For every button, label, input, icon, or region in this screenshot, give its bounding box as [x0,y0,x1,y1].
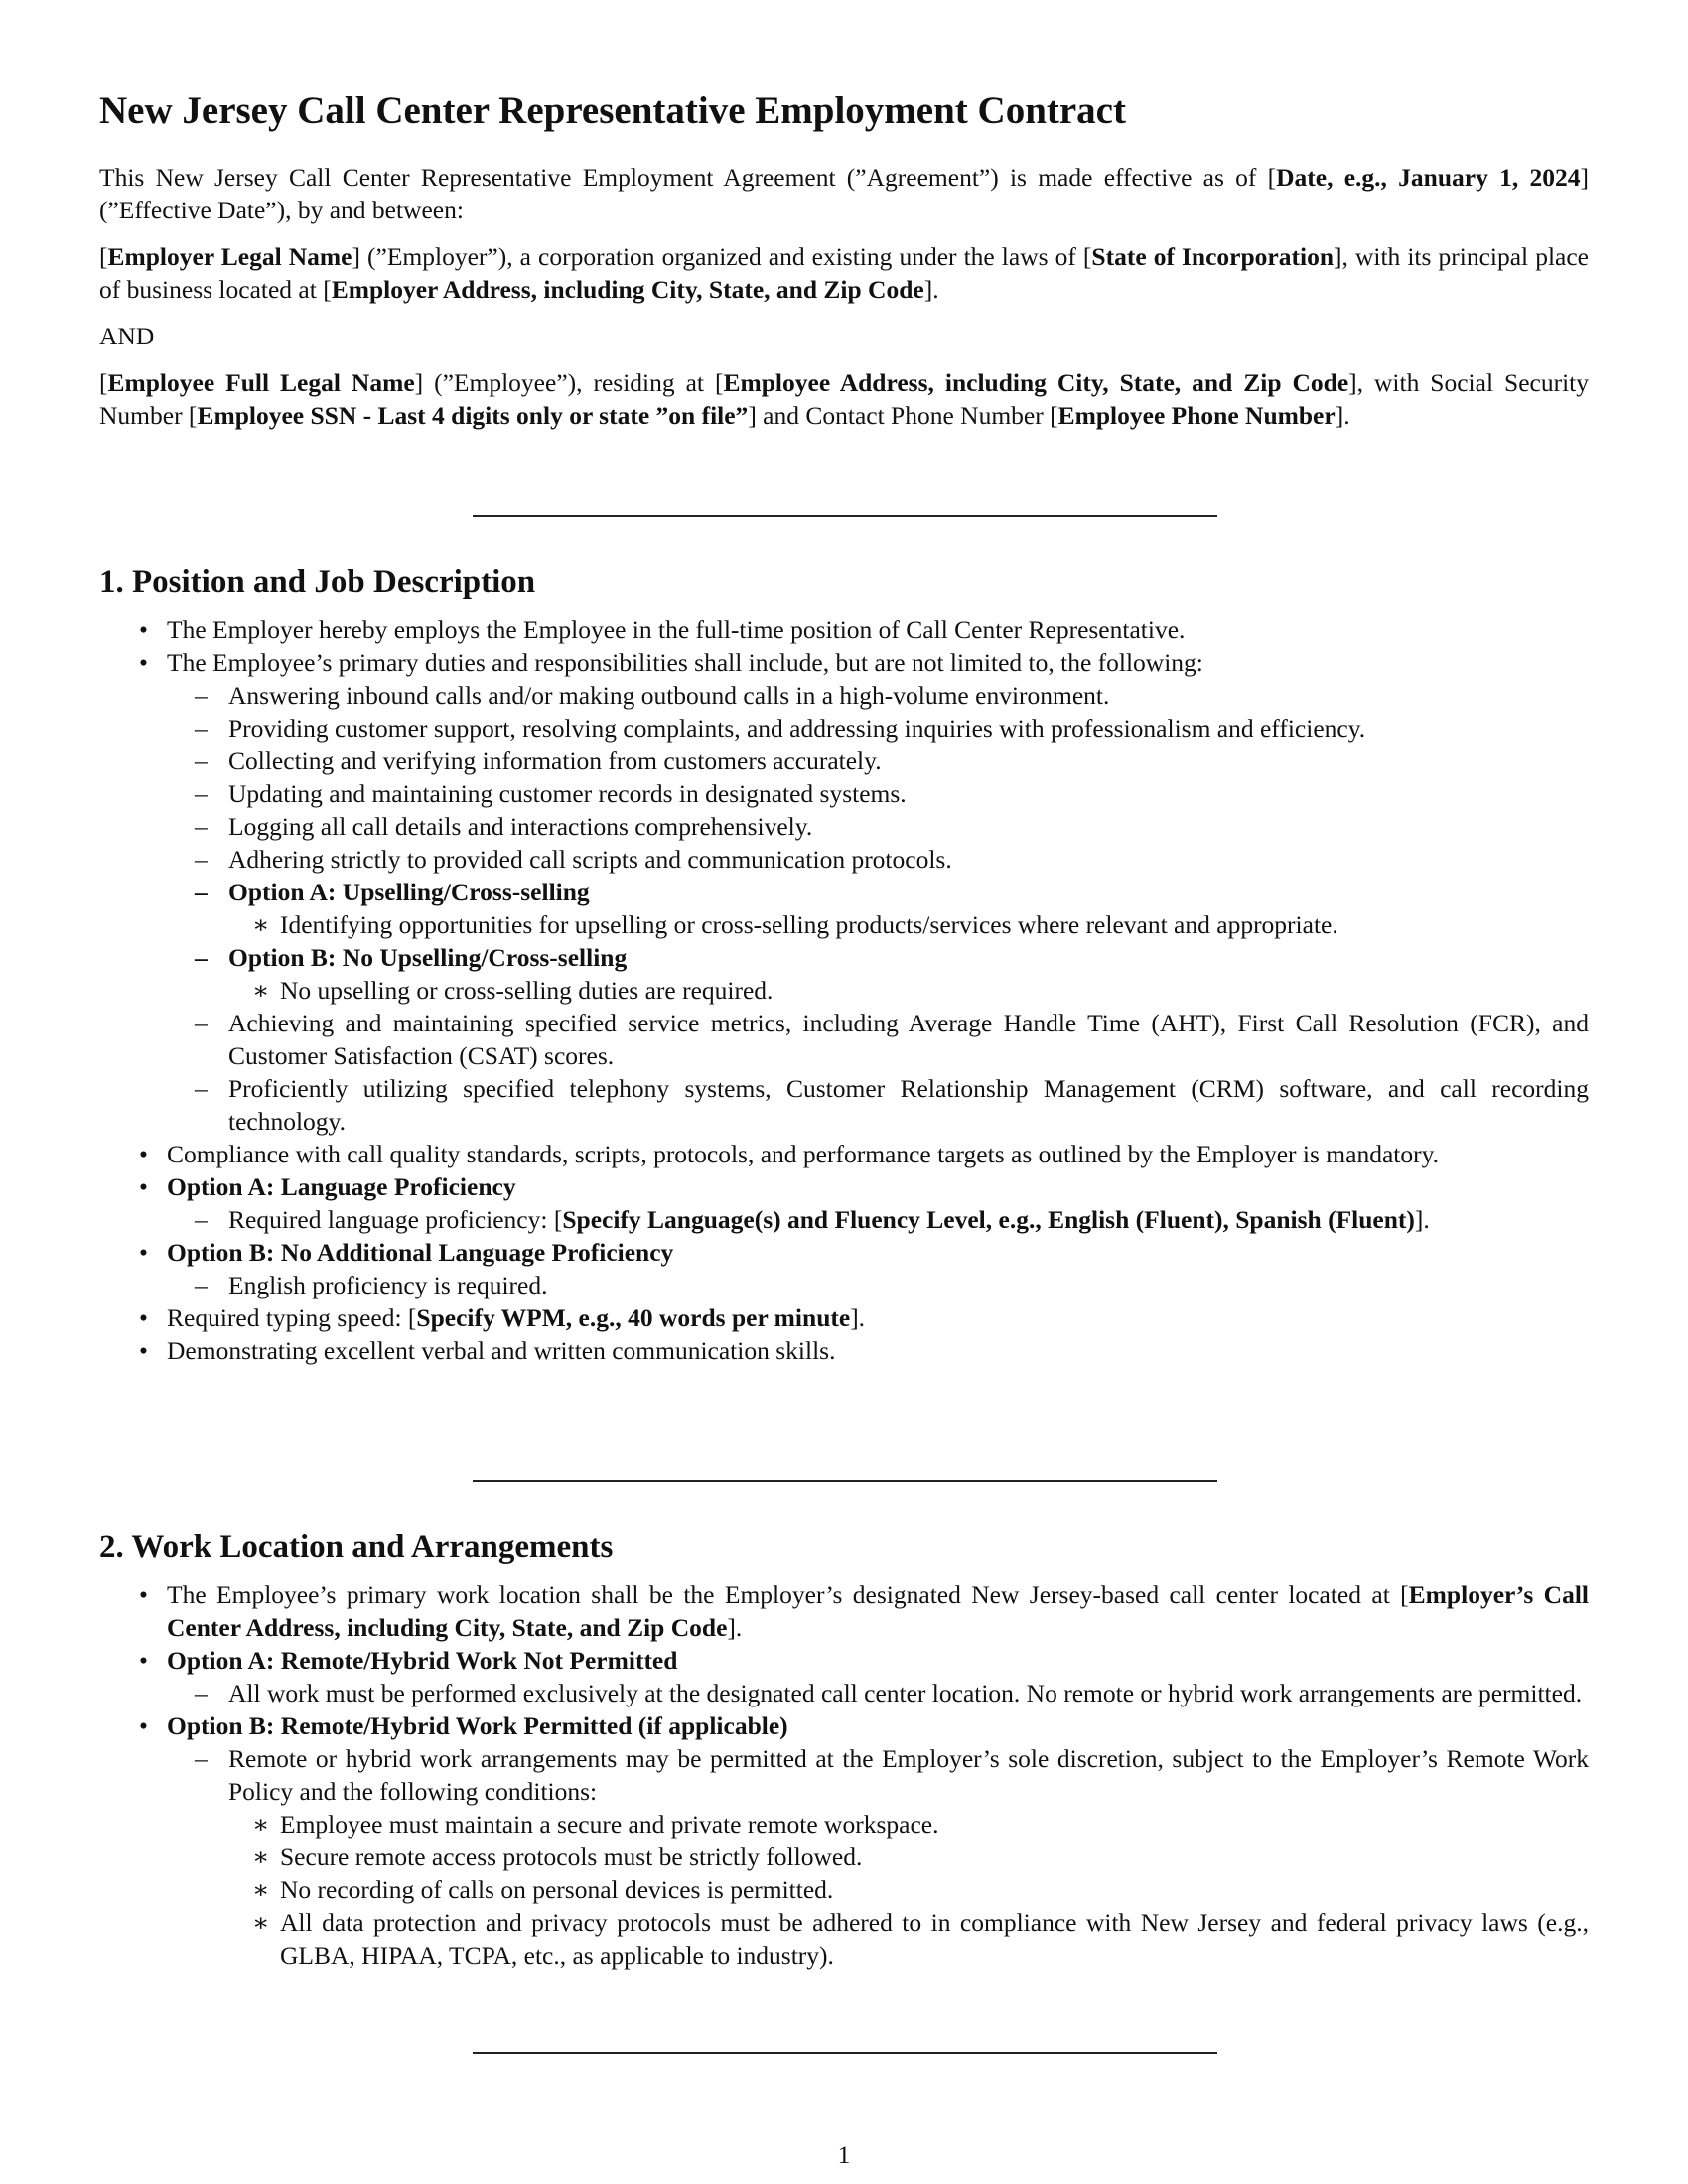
list-item [99,1301,1589,1334]
list-item [99,941,1589,974]
list-item-text: Adhering strictly to provided call scripts and communication protocols. [228,845,952,874]
list-item [99,876,1589,908]
state-placeholder: State of Incorporation [1091,242,1335,271]
section-divider [473,2052,1217,2054]
option-label: Option A: Remote/Hybrid Work Not Permitted [167,1646,678,1675]
effective-date-placeholder: Date, e.g., January 1, 2024 [1276,163,1581,192]
list-item-text: The Employer hereby employs the Employee in the full-time position of Call Center Representative. [167,615,1186,644]
list-item [99,1873,1589,1906]
list-item-text: ]. [850,1303,866,1332]
bullet-icon: • [139,1172,148,1201]
list-item-text: Required typing speed: [ [167,1303,417,1332]
bullet-icon: • [139,1580,148,1609]
employer-address-placeholder: Employer Address, including City, State, and Zip Code [331,275,924,304]
dash-icon: – [195,779,208,808]
section-1-list [99,614,1589,1367]
list-item-text: Compliance with call quality standards, scripts, protocols, and performance targets as outlined by the Employer is mandatory. [167,1140,1440,1168]
dash-icon: – [195,812,208,841]
list-item-text: No recording of calls on personal devices is permitted. [280,1875,834,1904]
text: ], with its principal place of business located at [ [99,242,1589,304]
intro-paragraph [99,161,1589,226]
list-item [99,1334,1589,1367]
dash-icon: – [195,1744,208,1773]
list-item [99,1203,1589,1236]
list-item [99,646,1589,679]
section-1 [99,560,1589,1367]
bullet-icon: • [139,615,148,644]
bullet-icon: • [139,1140,148,1168]
list-item-text: Remote or hybrid work arrangements may be permitted at the Employer’s sole discretion, subject to the Employer’s Remote Work Policy and the following conditions: [228,1744,1589,1806]
section-2-list [99,1578,1589,1972]
asterisk-icon: ∗ [252,1875,270,1904]
bullet-icon: • [139,1711,148,1740]
dash-icon: – [195,1679,208,1707]
list-item-text: All data protection and privacy protocols must be adhered to in compliance with New Jersey and federal privacy laws (e.g., GLBA, HIPAA, TCPA, etc., as applicable to industry). [280,1908,1589,1970]
list-item [99,1072,1589,1138]
section-2 [99,1525,1589,1972]
list-item [99,908,1589,941]
asterisk-icon: ∗ [252,1908,270,1937]
option-label: Option B: Remote/Hybrid Work Permitted (if applicable) [167,1711,788,1740]
list-item-text: Employee must maintain a secure and private remote workspace. [280,1810,939,1839]
list-item-text: Logging all call details and interactions comprehensively. [228,812,813,841]
list-item [99,614,1589,646]
page-number: 1 [837,2140,851,2169]
text: ]. [1335,401,1350,430]
list-item [99,679,1589,712]
list-item [99,1808,1589,1841]
list-item-text: Secure remote access protocols must be strictly followed. [280,1843,863,1871]
list-item-text: Collecting and verifying information from customers accurately. [228,747,882,775]
text: [ [99,242,108,271]
list-item-text: The Employee’s primary duties and responsibilities shall include, but are not limited to, the following: [167,648,1203,677]
list-item-text: ]. [727,1613,743,1642]
typing-speed-placeholder: Specify WPM, e.g., 40 words per minute [416,1303,851,1332]
employee-address-placeholder: Employee Address, including City, State, and Zip Code [723,368,1349,397]
list-item [99,1578,1589,1644]
list-item-text: All work must be performed exclusively at the designated call center location. No remote or hybrid work arrangements are permitted. [228,1679,1583,1707]
dash-icon: – [195,1074,208,1103]
text: ]. [923,275,939,304]
list-item-text: English proficiency is required. [228,1271,548,1299]
section-1-heading: 1. Position and Job Description [99,564,536,600]
list-item [99,1138,1589,1170]
dash-icon: – [195,1009,208,1037]
employee-paragraph [99,366,1589,432]
call-center-address-placeholder: Employer’s Call Center Address, including City, State, and Zip Code [167,1580,1589,1642]
intro-text: ] (”Effective Date”), by and between: [99,163,1589,224]
option-label: Option B: No Upselling/Cross-selling [228,943,628,972]
bullet-icon: • [139,1336,148,1365]
list-item-text: Demonstrating excellent verbal and written communication skills. [167,1336,836,1365]
bullet-icon: • [139,1238,148,1267]
option-label: Option A: Upselling/Cross-selling [228,878,590,906]
phone-placeholder: Employee Phone Number [1057,401,1336,430]
list-item [99,1709,1589,1742]
text: ], with Social Security Number [ [99,368,1590,430]
text: ] (”Employee”), residing at [ [414,368,724,397]
option-label: Option A: Language Proficiency [167,1172,516,1201]
list-item-text: No upselling or cross-selling duties are required. [280,976,774,1005]
dash-icon: – [195,1271,208,1299]
dash-icon: – [195,747,208,775]
list-item-text: Required language proficiency: [ [228,1205,563,1234]
list-item [99,1170,1589,1203]
dash-icon: – [195,681,208,710]
text: ] and Contact Phone Number [ [748,401,1058,430]
language-placeholder: Specify Language(s) and Fluency Level, e.g., English (Fluent), Spanish (Fluent) [562,1205,1415,1234]
asterisk-icon: ∗ [252,976,270,1005]
dash-icon: – [195,943,208,972]
dash-icon: – [195,845,208,874]
list-item [99,810,1589,843]
list-item [99,843,1589,876]
dash-icon: – [195,878,208,906]
list-item [99,1677,1589,1709]
list-item [99,1742,1589,1808]
employee-name-placeholder: Employee Full Legal Name [107,368,415,397]
list-item [99,777,1589,810]
bullet-icon: • [139,648,148,677]
list-item [99,1236,1589,1269]
bullet-icon: • [139,1303,148,1332]
bullet-icon: • [139,1646,148,1675]
ssn-placeholder: Employee SSN - Last 4 digits only or state ”on file” [197,401,749,430]
employer-name-placeholder: Employer Legal Name [107,242,352,271]
section-2-heading: 2. Work Location and Arrangements [99,1529,614,1565]
document-title: New Jersey Call Center Representative Employment Contract [99,89,1126,132]
list-item-text: Proficiently utilizing specified telephony systems, Customer Relationship Management (CRM) software, and call recording technology. [228,1074,1589,1136]
list-item-text: Updating and maintaining customer records in designated systems. [228,779,907,808]
list-item [99,1007,1589,1072]
list-item [99,1841,1589,1873]
dash-icon: – [195,714,208,743]
asterisk-icon: ∗ [252,910,270,939]
list-item [99,1644,1589,1677]
list-item-text: Answering inbound calls and/or making outbound calls in a high-volume environment. [228,681,1110,710]
text: [ [99,368,108,397]
section-divider [473,1480,1217,1482]
intro-text: This New Jersey Call Center Representative Employment Agreement (”Agreement”) is made effective as of [ [99,163,1277,192]
section-divider [473,515,1217,517]
list-item-text: The Employee’s primary work location shall be the Employer’s designated New Jersey-based call center located at [ [167,1580,1409,1609]
list-item [99,974,1589,1007]
list-item [99,1269,1589,1301]
list-item [99,1906,1589,1972]
dash-icon: – [195,1205,208,1234]
asterisk-icon: ∗ [252,1843,270,1871]
asterisk-icon: ∗ [252,1810,270,1839]
list-item-text: Identifying opportunities for upselling or cross-selling products/services where relevant and appropriate. [280,910,1338,939]
and-label: AND [99,322,155,350]
list-item [99,712,1589,745]
list-item [99,745,1589,777]
option-label: Option B: No Additional Language Proficiency [167,1238,674,1267]
list-item-text: Providing customer support, resolving complaints, and addressing inquiries with professionalism and efficiency. [228,714,1366,743]
list-item-text: Achieving and maintaining specified service metrics, including Average Handle Time (AHT), First Call Resolution (FCR), and Customer Satisfaction (CSAT) scores. [228,1009,1589,1070]
text: ] (”Employer”), a corporation organized and existing under the laws of [ [352,242,1092,271]
list-item-text: ]. [1414,1205,1430,1234]
intro-block [99,161,1589,432]
employer-paragraph [99,240,1589,306]
